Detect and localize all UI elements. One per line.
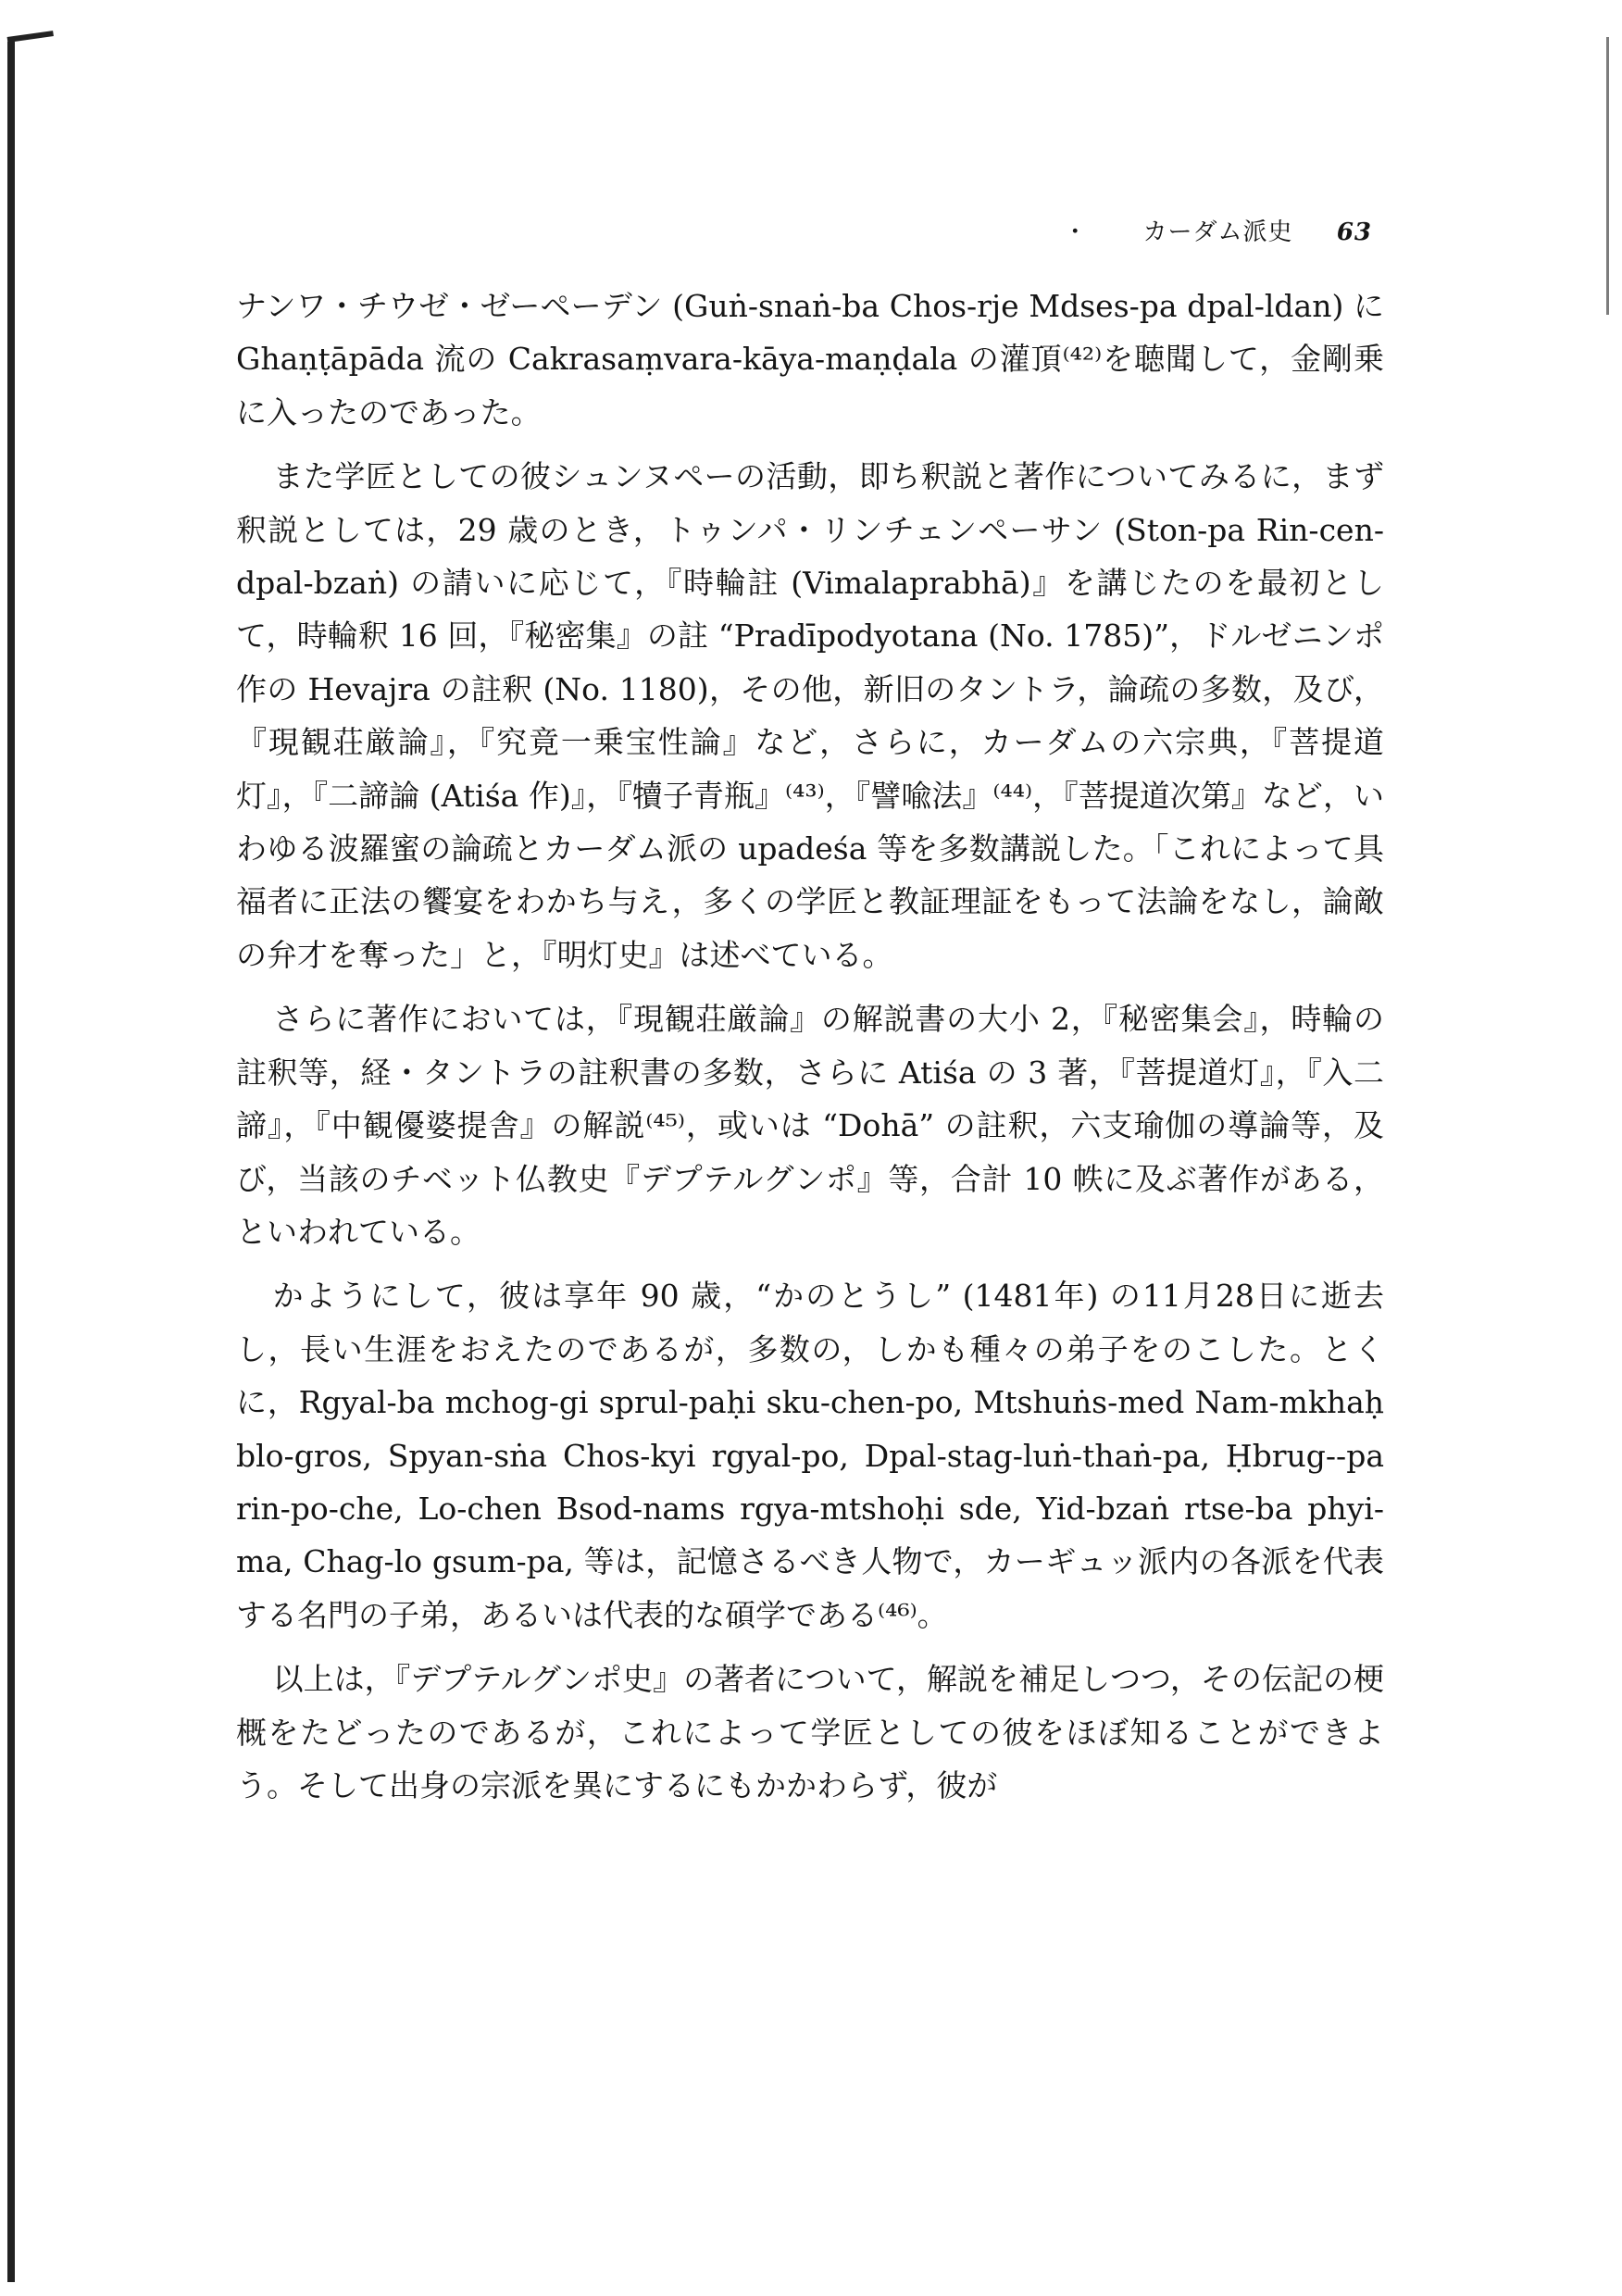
paragraph-4: かようにして，彼は享年 90 歳，“かのとうし” (1481年) の11月28日に逝去し，長い生涯をおえたのであるが，多数の，しかも種々の弟子をのこした。とくに，Rgyal-ba mchog-gi sprul-paḥi sku-chen-po, Mtshuṅs-med Nam-mkhaḥ blo-gros, Spyan-sṅa Chos-kyi rgyal-po, Dpal-stag-luṅ-thaṅ-pa, Ḥbrug--pa rin-po-che, Lo-chen Bsod-nams rgya-mtshoḥi sde, Yid-bzaṅ rtse-ba phyi-ma, Chag-lo gsum-pa, 等は，記憶さるべき人物で，カーギュッ派内の各派を代表する名門の子弟，あるいは代表的な碩学である⁽⁴⁶⁾。 [236,1278,1384,1633]
header-dot: ・ [1063,218,1089,246]
paragraph-3: さらに著作においては，『現観荘厳論』の解説書の大小 2，『秘密集会』，時輪の註釈等，経・タントラの註釈書の多数，さらに Atiśa の 3 著，『菩提道灯』，『入二諦』，『中観優婆提舎』の解説⁽⁴⁵⁾，或いは “Dohā” の註釈，六支瑜伽の導論等，及び，当該のチベット仏教史『デプテルグンポ』等，合計 10 帙に及ぶ著作がある，といわれている。 [236,1001,1384,1250]
paragraph-1: ナンワ・チウゼ・ゼーペーデン (Guṅ-snaṅ-ba Chos-rje Mdses-pa dpal-ldan) に Ghaṇṭāpāda 流の Cakrasaṃvara-kāya-maṇḍala の灌頂⁽⁴²⁾を聴聞して，金剛乗に入ったのであった。 [236,288,1384,430]
body-text [236,280,1384,1823]
right-edge-shadow [1606,37,1609,315]
paragraph-2: また学匠としての彼シュンヌペーの活動，即ち釈説と著作についてみるに，まず釈説としては，29 歳のとき，トゥンパ・リンチェンペーサン (Ston-pa Rin-cen-dpal-bzaṅ) の請いに応じて，『時輪註 (Vimalaprabhā)』を講じたのを最初として，時輪釈 16 回，『秘密集』の註 “Pradīpodyotana (No. 1785)”，ドルゼニンポ作の Hevajra の註釈 (No. 1180)，その他，新旧のタントラ，論疏の多数，及び，『現観荘厳論』，『究竟一乗宝性論』など，さらに，カーダムの六宗典，『菩提道灯』，『二諦論 (Atiśa 作)』，『犢子青瓶』⁽⁴³⁾，『譬喩法』⁽⁴⁴⁾，『菩提道次第』など，いわゆる波羅蜜の論疏とカーダム派の upadeśa 等を多数講説した。「これによって具福者に正法の饗宴をわかち与え，多くの学匠と教証理証をもって法論をなし，論敵の弁才を奪った」と，『明灯史』は述べている。 [236,458,1384,973]
paragraph-5: 以上は，『デプテルグンポ史』の著者について，解説を補足しつつ，その伝記の梗概をたどったのであるが，これによって学匠としての彼をほぼ知ることができよう。そして出身の宗派を異にするにもかかわらず，彼が [236,1661,1384,1803]
running-title: カーダム派史 [1142,218,1293,246]
page-number: 63 [1336,218,1372,246]
page-header [1063,213,1372,247]
page-edge-shadow [7,42,15,2282]
